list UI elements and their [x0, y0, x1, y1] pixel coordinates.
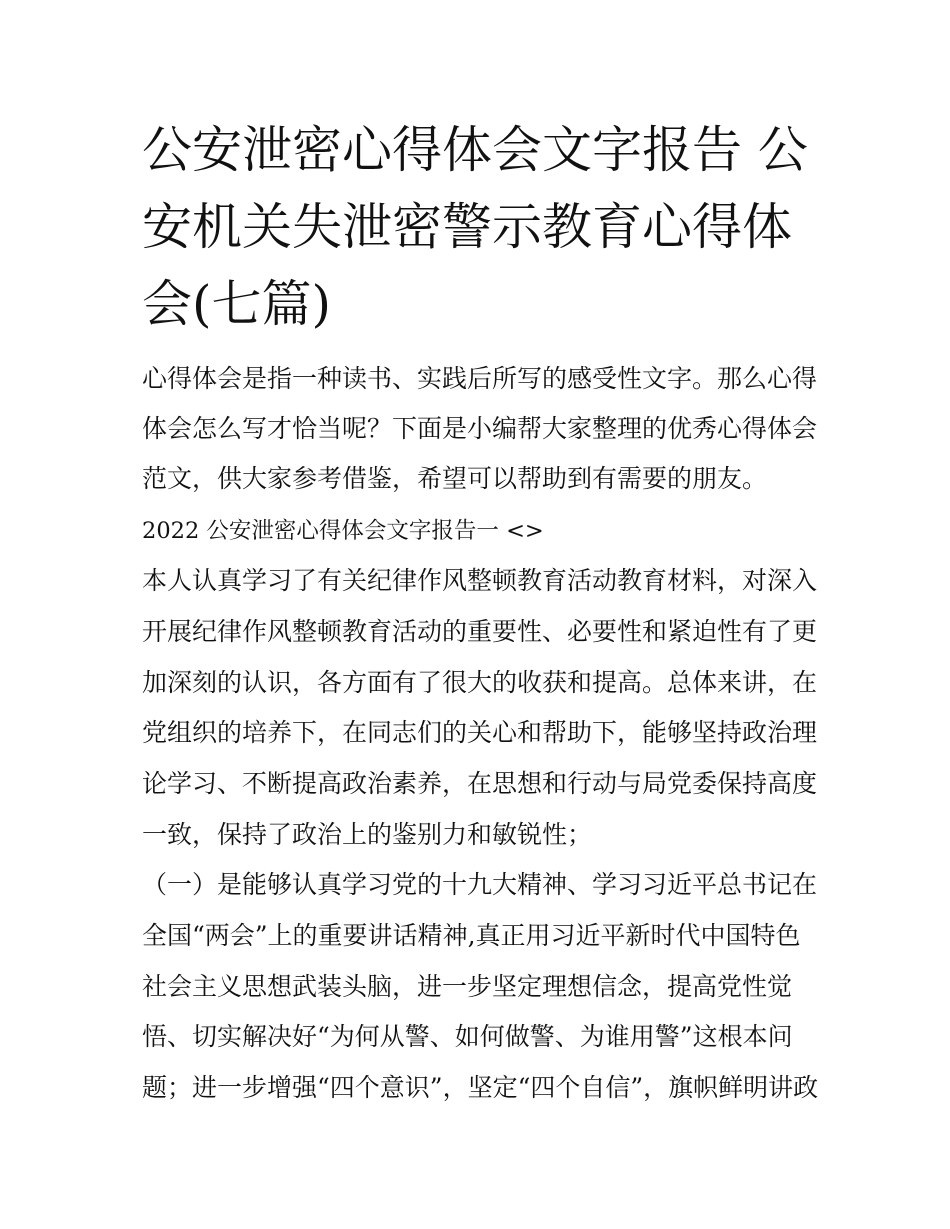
intro-line-2: 体会怎么写才恰当呢？下面是小编帮大家整理的优秀心得体会 — [142, 414, 818, 443]
paragraph1-line-4: 党组织的培养下，在同志们的关心和帮助下，能够坚持政治理 — [142, 718, 818, 747]
paragraph1-line-1: 本人认真学习了有关纪律作风整顿教育活动教育材料，对深入 — [142, 566, 818, 595]
paragraph2-line-1: （一）是能够认真学习党的十九大精神、学习习近平总书记在 — [142, 870, 818, 899]
paragraph2-line-2: 全国“两会”上的重要讲话精神,真正用习近平新时代中国特色 — [142, 921, 801, 950]
paragraph1-line-6: 一致，保持了政治上的鉴别力和敏锐性； — [142, 820, 593, 849]
paragraph2-line-5: 题；进一步增强“四个意识”，坚定“四个自信”，旗帜鲜明讲政 — [142, 1073, 819, 1102]
paragraph1-line-5: 论学习、不断提高政治素养，在思想和行动与局党委保持高度 — [142, 769, 818, 798]
paragraph2-line-4: 悟、切实解决好“为何从警、如何做警、为谁用警”这根本问 — [142, 1022, 793, 1051]
section-heading: 2022 公安泄密心得体会文字报告一 <> — [142, 518, 544, 544]
intro-line-3: 范文，供大家参考借鉴，希望可以帮助到有需要的朋友。 — [142, 464, 768, 493]
paragraph1-line-2: 开展纪律作风整顿教育活动的重要性、必要性和紧迫性有了更 — [142, 617, 818, 646]
document-title: 公安泄密心得体会文字报告 公安机关失泄密警示教育心得体会(七篇) — [142, 121, 808, 333]
paragraph2-line-3: 社会主义思想武装头脑，进一步坚定理想信念，提高党性觉 — [142, 972, 793, 1001]
paragraph1-line-3: 加深刻的认识，各方面有了很大的收获和提高。总体来讲，在 — [142, 668, 818, 697]
intro-line-1: 心得体会是指一种读书、实践后所写的感受性文字。那么心得 — [142, 364, 818, 393]
